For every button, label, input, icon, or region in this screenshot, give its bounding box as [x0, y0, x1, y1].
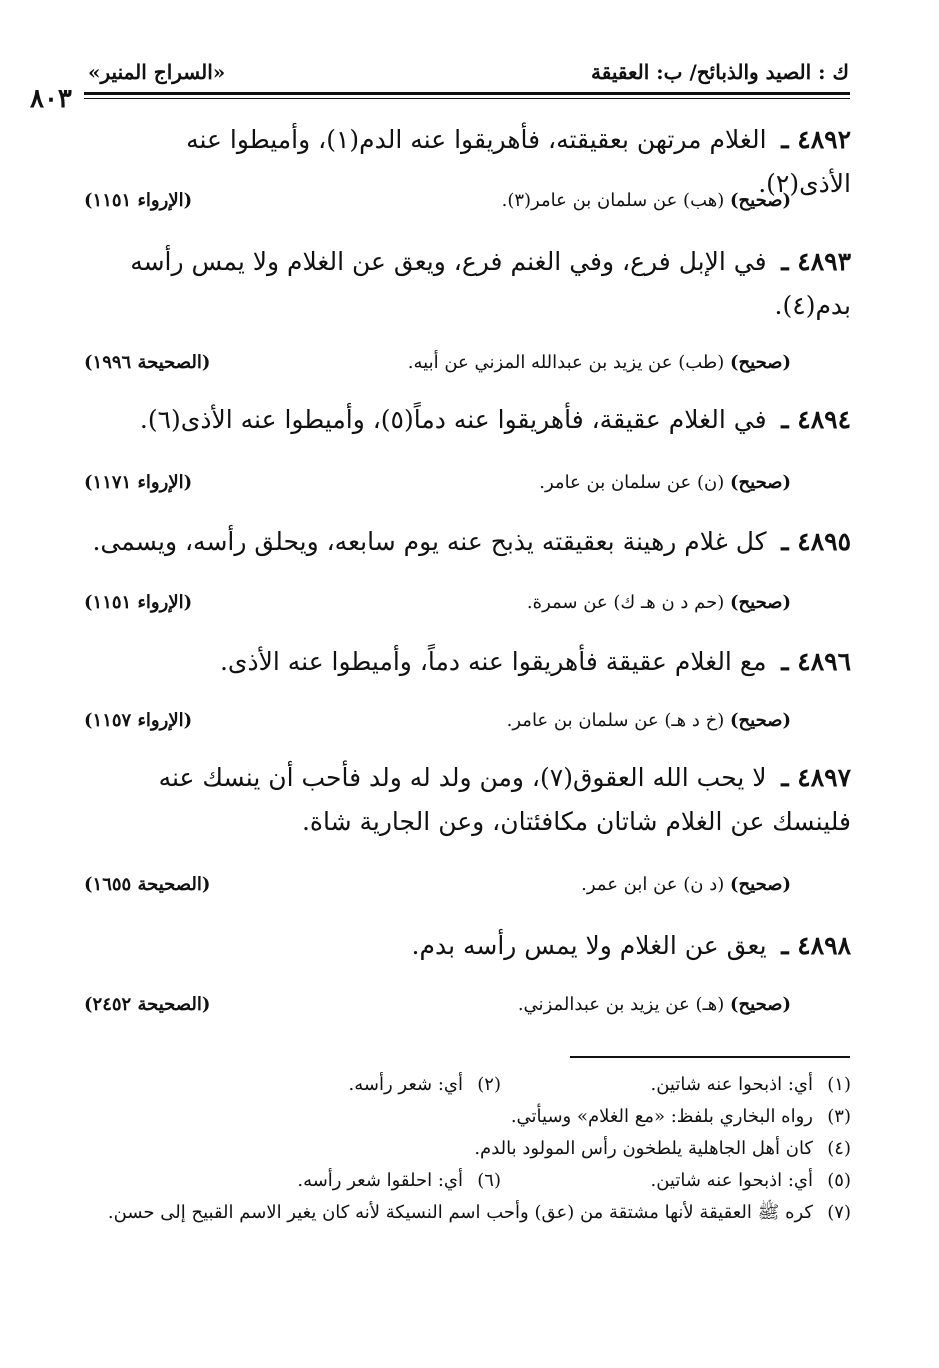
footnote	[81, 1198, 851, 1228]
grade-label: (صحيح)	[730, 472, 791, 493]
reference: (الإرواء ١١٥١)	[84, 592, 193, 613]
footnote	[81, 1166, 851, 1196]
header-rule-thin	[84, 98, 850, 99]
chapter-header: ك : الصيد والذبائح/ ب: العقيقة	[591, 60, 849, 84]
footnote	[81, 1070, 851, 1100]
grade-label: (صحيح)	[730, 874, 791, 895]
footnote-second	[349, 1070, 501, 1100]
footnote	[81, 1102, 851, 1132]
footnote-number: (١)	[827, 1074, 851, 1095]
reference: (الإرواء ١١٧١)	[84, 472, 193, 493]
hadith-source: (د ن) عن ابن عمر.	[581, 874, 725, 895]
page-number: ٨٠٣	[30, 84, 72, 114]
hadith-entry	[91, 924, 851, 968]
reference: (الإرواء ١١٥٧)	[84, 710, 193, 731]
footnote-text: أي: اذبحوا عنه شاتين.	[650, 1170, 813, 1191]
hadith-entry	[91, 520, 851, 564]
hadith-text: في الغلام عقيقة، فأهريقوا عنه دماً(٥)، وأميطوا عنه الأذى(٦).	[139, 405, 767, 434]
footnote-number: (٦)	[477, 1170, 501, 1191]
footnote-number: (٣)	[827, 1106, 851, 1127]
grading-line	[408, 352, 791, 373]
header-rule	[84, 92, 850, 95]
hadith-entry	[91, 756, 851, 844]
hadith-entry	[91, 240, 851, 328]
grade-label: (صحيح)	[730, 592, 791, 613]
reference: (الصحيحة ٢٤٥٢)	[84, 994, 211, 1015]
hadith-number: ٤٨٩٤ ـ	[781, 405, 851, 434]
grading-line	[539, 472, 791, 493]
footnote-text: أي: احلقوا شعر رأسه.	[297, 1170, 463, 1191]
hadith-text: لا يحب الله العقوق(٧)، ومن ولد له ولد فأحب أن ينسك عنه فلينسك عن الغلام شاتان مكافئتان، وعن الجارية شاة.	[158, 763, 851, 836]
footnote-text: أي: اذبحوا عنه شاتين.	[650, 1074, 813, 1095]
footnote-separator	[570, 1056, 850, 1058]
footnote-number: (٧)	[827, 1202, 851, 1223]
grade-label: (صحيح)	[730, 710, 791, 731]
grading-line	[502, 190, 791, 211]
hadith-number: ٤٨٩٦ ـ	[781, 647, 851, 676]
grading-line	[581, 874, 791, 895]
hadith-source: (هب) عن سلمان بن عامر(٣).	[501, 190, 725, 211]
grade-label: (صحيح)	[730, 190, 791, 211]
grading-line	[527, 592, 791, 613]
grading-line	[507, 710, 791, 731]
hadith-source: (خ د هـ) عن سلمان بن عامر.	[506, 710, 725, 731]
hadith-text: مع الغلام عقيقة فأهريقوا عنه دماً، وأميطوا عنه الأذى.	[219, 647, 767, 676]
hadith-source: (هـ) عن يزيد بن عبدالمزني.	[517, 994, 725, 1015]
hadith-number: ٤٨٩٢ ـ	[781, 125, 851, 154]
reference: (الصحيحة ١٩٩٦)	[84, 352, 211, 373]
hadith-source: (ن) عن سلمان بن عامر.	[539, 472, 725, 493]
footnote-text: كان أهل الجاهلية يلطخون رأس المولود بالدم.	[474, 1138, 813, 1159]
hadith-number: ٤٨٩٥ ـ	[781, 527, 851, 556]
hadith-source: (طب) عن يزيد بن عبدالله المزني عن أبيه.	[407, 352, 725, 373]
footnote-number: (٥)	[827, 1170, 851, 1191]
footnote-text: كره ﷺ العقيقة لأنها مشتقة من (عق) وأحب اسم النسيكة لأنه كان يغير الاسم القبيح إلى حسن.	[107, 1202, 813, 1223]
hadith-entry	[91, 398, 851, 442]
hadith-text: الغلام مرتهن بعقيقته، فأهريقوا عنه الدم(١)، وأميطوا عنه الأذى(٢).	[186, 125, 851, 198]
hadith-number: ٤٨٩٨ ـ	[781, 931, 851, 960]
footnote-text: أي: شعر رأسه.	[348, 1074, 463, 1095]
footnote-text: رواه البخاري بلفظ: «مع الغلام» وسيأتي.	[510, 1106, 813, 1127]
grade-label: (صحيح)	[730, 352, 791, 373]
hadith-text: كل غلام رهينة بعقيقته يذبح عنه يوم سابعه، ويحلق رأسه، ويسمى.	[92, 527, 767, 556]
hadith-number: ٤٨٩٧ ـ	[781, 763, 851, 792]
hadith-entry	[91, 640, 851, 684]
grading-line	[518, 994, 791, 1015]
hadith-text: في الإبل فرع، وفي الغنم فرع، ويعق عن الغلام ولا يمس رأسه بدم(٤).	[130, 247, 851, 320]
footnote-number: (٤)	[827, 1138, 851, 1159]
reference: (الصحيحة ١٦٥٥)	[84, 874, 211, 895]
footnote	[81, 1134, 851, 1164]
reference: (الإرواء ١١٥١)	[84, 190, 193, 211]
hadith-number: ٤٨٩٣ ـ	[781, 247, 851, 276]
hadith-source: (حم د ن هـ ك) عن سمرة.	[526, 592, 725, 613]
footnote-number: (٢)	[477, 1074, 501, 1095]
book-title: «السراج المنير»	[88, 60, 226, 84]
grade-label: (صحيح)	[730, 994, 791, 1015]
hadith-text: يعق عن الغلام ولا يمس رأسه بدم.	[411, 931, 767, 960]
footnote-second	[297, 1166, 501, 1196]
